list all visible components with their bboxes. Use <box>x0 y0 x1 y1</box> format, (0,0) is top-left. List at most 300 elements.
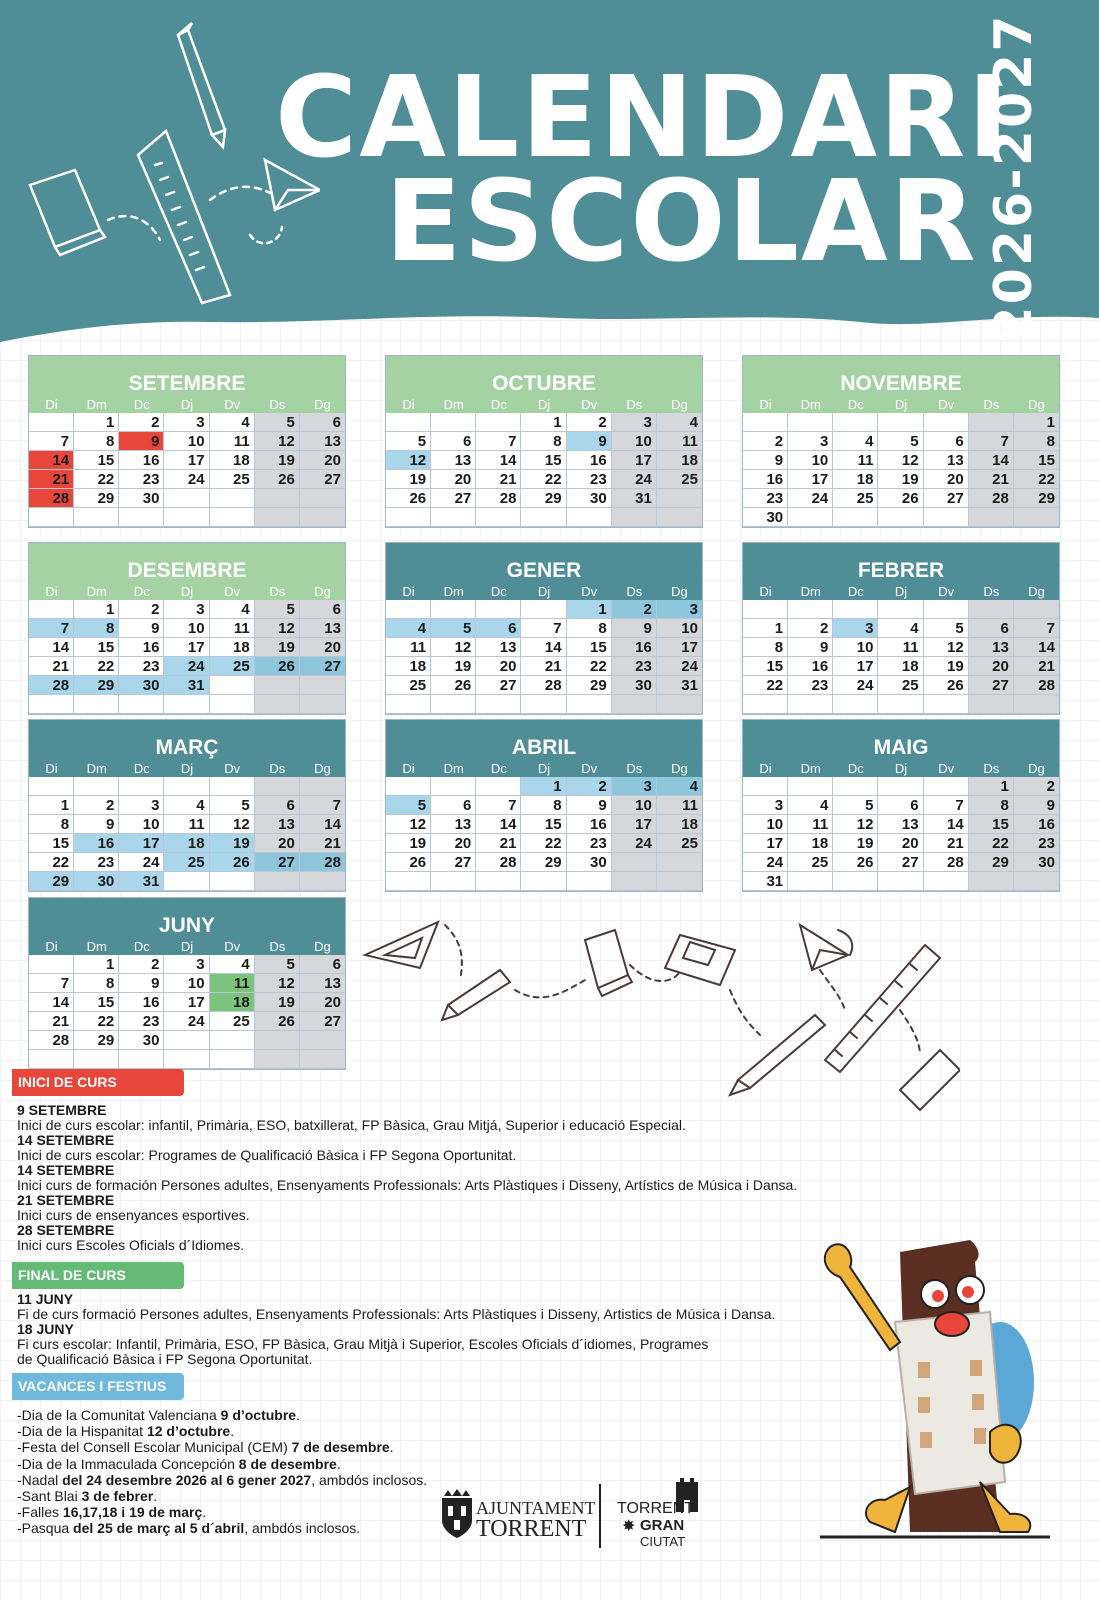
day-cell: 28 <box>300 853 345 872</box>
day-cell: 1 <box>567 600 612 619</box>
weekday-label: Dv <box>938 584 955 599</box>
month-name: MAIG <box>743 720 1059 760</box>
day-cell: 10 <box>164 619 209 638</box>
day-cell: 7 <box>476 432 521 451</box>
vacances-item: -Sant Blai 3 de febrer. <box>17 1488 158 1505</box>
day-cell: 25 <box>164 853 209 872</box>
day-cell: 20 <box>300 638 345 657</box>
day-cell: 3 <box>119 796 164 815</box>
day-cell: 7 <box>29 974 74 993</box>
day-cell <box>255 777 300 796</box>
days-grid <box>386 777 702 891</box>
weekday-label: Di <box>759 761 772 776</box>
day-cell: 6 <box>300 413 345 432</box>
day-cell <box>431 872 476 891</box>
day-cell: 24 <box>788 489 833 508</box>
day-cell <box>476 695 521 714</box>
day-cell <box>969 413 1014 432</box>
weekday-label: Di <box>45 397 58 412</box>
day-cell <box>255 695 300 714</box>
weekday-label: Dm <box>86 397 107 412</box>
day-cell: 25 <box>657 470 702 489</box>
day-cell <box>657 695 702 714</box>
day-cell: 8 <box>969 796 1014 815</box>
weekday-label: Dv <box>581 397 598 412</box>
day-cell: 22 <box>969 834 1014 853</box>
day-cell: 4 <box>657 413 702 432</box>
day-cell: 9 <box>788 638 833 657</box>
month-calendar <box>385 355 703 528</box>
day-cell <box>567 695 612 714</box>
weekday-label: Ds <box>626 584 643 599</box>
day-cell: 9 <box>119 619 164 638</box>
weekday-label: Dg <box>314 761 331 776</box>
day-cell: 18 <box>788 834 833 853</box>
day-cell: 29 <box>521 853 566 872</box>
day-cell: 12 <box>386 451 431 470</box>
weekday-label: Dc <box>490 397 507 412</box>
day-cell: 17 <box>164 451 209 470</box>
day-cell: 10 <box>612 432 657 451</box>
weekday-label: Ds <box>983 397 1000 412</box>
day-cell: 6 <box>878 796 923 815</box>
day-cell: 30 <box>119 1031 164 1050</box>
day-cell <box>255 676 300 695</box>
day-cell <box>743 695 788 714</box>
month-name: FEBRER <box>743 543 1059 583</box>
star-icon: ✸ <box>622 1518 636 1535</box>
day-cell: 14 <box>476 815 521 834</box>
day-cell: 28 <box>29 1031 74 1050</box>
day-cell: 2 <box>119 413 164 432</box>
day-cell <box>788 508 833 527</box>
day-cell: 20 <box>300 451 345 470</box>
day-cell <box>164 1031 209 1050</box>
day-cell: 11 <box>164 815 209 834</box>
day-cell: 8 <box>521 796 566 815</box>
day-cell: 19 <box>255 451 300 470</box>
day-cell <box>210 676 255 695</box>
weekday-label: Ds <box>626 761 643 776</box>
day-cell: 16 <box>119 993 164 1012</box>
weekday-label: Dg <box>314 584 331 599</box>
day-cell: 30 <box>567 853 612 872</box>
day-cell: 29 <box>29 872 74 891</box>
day-cell: 17 <box>612 451 657 470</box>
title-calendari: CALENDARI <box>275 53 1012 183</box>
day-cell: 24 <box>833 676 878 695</box>
inici-curs-label: INICI DE CURS <box>12 1069 184 1096</box>
day-cell: 27 <box>300 470 345 489</box>
day-cell: 8 <box>521 432 566 451</box>
day-cell: 2 <box>612 600 657 619</box>
weekday-label: Di <box>45 939 58 954</box>
day-cell: 12 <box>210 815 255 834</box>
day-cell: 30 <box>1014 853 1059 872</box>
day-cell: 19 <box>431 657 476 676</box>
month-name: JUNY <box>29 898 345 938</box>
day-cell <box>74 695 119 714</box>
days-grid <box>386 600 702 714</box>
day-cell: 14 <box>924 815 969 834</box>
day-cell: 18 <box>164 834 209 853</box>
day-cell: 11 <box>210 619 255 638</box>
day-cell <box>164 777 209 796</box>
day-cell: 21 <box>29 1012 74 1031</box>
inici-date: 9 SETEMBRE <box>17 1102 107 1118</box>
day-cell: 17 <box>788 470 833 489</box>
month-calendar <box>385 719 703 892</box>
day-cell: 19 <box>386 834 431 853</box>
day-cell: 4 <box>788 796 833 815</box>
inici-curs-list <box>17 1103 917 1253</box>
month-calendar <box>28 355 346 528</box>
day-cell: 30 <box>119 489 164 508</box>
day-cell <box>119 777 164 796</box>
day-cell: 10 <box>788 451 833 470</box>
day-cell <box>743 600 788 619</box>
day-cell: 29 <box>74 1031 119 1050</box>
day-cell: 11 <box>657 796 702 815</box>
day-cell: 22 <box>521 834 566 853</box>
day-cell: 31 <box>743 872 788 891</box>
weekday-label: Dg <box>671 397 688 412</box>
day-cell: 13 <box>300 974 345 993</box>
day-cell <box>164 489 209 508</box>
day-cell: 22 <box>74 470 119 489</box>
day-cell: 23 <box>119 1012 164 1031</box>
day-cell: 3 <box>612 413 657 432</box>
day-cell: 13 <box>300 619 345 638</box>
weekday-label: Dj <box>180 397 194 412</box>
day-cell <box>300 1031 345 1050</box>
weekday-label: Ds <box>983 584 1000 599</box>
day-cell: 27 <box>300 1012 345 1031</box>
weekday-label: Dm <box>800 584 821 599</box>
day-cell: 2 <box>1014 777 1059 796</box>
weekday-label: Dg <box>1028 584 1045 599</box>
day-cell: 27 <box>431 853 476 872</box>
day-cell: 31 <box>657 676 702 695</box>
weekday-label: Dj <box>180 584 194 599</box>
day-cell: 15 <box>521 815 566 834</box>
day-cell <box>210 489 255 508</box>
day-cell <box>431 777 476 796</box>
day-cell: 11 <box>386 638 431 657</box>
days-grid <box>743 413 1059 527</box>
day-cell: 10 <box>657 619 702 638</box>
day-cell: 24 <box>164 470 209 489</box>
weekday-header <box>29 760 345 777</box>
weekday-label: Dv <box>581 584 598 599</box>
day-cell <box>29 600 74 619</box>
weekday-header <box>743 583 1059 600</box>
month-name: NOVEMBRE <box>743 356 1059 396</box>
day-cell: 17 <box>657 638 702 657</box>
day-cell: 23 <box>119 657 164 676</box>
day-cell: 6 <box>431 796 476 815</box>
day-cell: 3 <box>164 413 209 432</box>
chocolate-mascot-icon <box>800 1232 1050 1552</box>
day-cell: 23 <box>567 834 612 853</box>
day-cell: 30 <box>74 872 119 891</box>
school-supplies-doodle-icon <box>360 910 960 1130</box>
day-cell <box>300 508 345 527</box>
weekday-label: Dc <box>847 584 864 599</box>
day-cell: 5 <box>833 796 878 815</box>
day-cell: 31 <box>119 872 164 891</box>
day-cell: 11 <box>210 974 255 993</box>
month-name: OCTUBRE <box>386 356 702 396</box>
day-cell: 26 <box>386 489 431 508</box>
day-cell <box>476 600 521 619</box>
day-cell: 5 <box>255 413 300 432</box>
day-cell: 5 <box>386 432 431 451</box>
month-name: GENER <box>386 543 702 583</box>
day-cell <box>743 777 788 796</box>
day-cell: 9 <box>119 974 164 993</box>
day-cell: 10 <box>612 796 657 815</box>
day-cell: 24 <box>657 657 702 676</box>
day-cell <box>74 777 119 796</box>
day-cell: 24 <box>119 853 164 872</box>
weekday-label: Dc <box>133 397 150 412</box>
day-cell <box>386 872 431 891</box>
day-cell <box>1014 695 1059 714</box>
weekday-label: Dm <box>443 584 464 599</box>
day-cell: 29 <box>521 489 566 508</box>
day-cell: 24 <box>164 1012 209 1031</box>
month-name: SETEMBRE <box>29 356 345 396</box>
day-cell <box>878 600 923 619</box>
weekday-label: Dj <box>894 584 908 599</box>
day-cell: 11 <box>878 638 923 657</box>
weekday-label: Di <box>759 397 772 412</box>
inici-date: 14 SETEMBRE <box>17 1132 115 1148</box>
day-cell <box>300 676 345 695</box>
weekday-label: Dm <box>86 939 107 954</box>
day-cell <box>833 508 878 527</box>
ajuntament-logo <box>440 1488 596 1545</box>
day-cell: 21 <box>924 834 969 853</box>
day-cell: 2 <box>119 600 164 619</box>
day-cell: 21 <box>300 834 345 853</box>
day-cell: 8 <box>743 638 788 657</box>
day-cell <box>878 413 923 432</box>
final-date: 11 JUNY <box>17 1291 74 1307</box>
day-cell: 17 <box>164 638 209 657</box>
day-cell: 6 <box>255 796 300 815</box>
day-cell: 25 <box>210 657 255 676</box>
day-cell: 18 <box>386 657 431 676</box>
day-cell <box>255 489 300 508</box>
weekday-label: Dc <box>847 761 864 776</box>
day-cell: 19 <box>255 638 300 657</box>
day-cell <box>210 508 255 527</box>
day-cell <box>567 508 612 527</box>
vacances-item: -Falles 16,17,18 i 19 de març. <box>17 1504 207 1521</box>
weekday-label: Dj <box>894 397 908 412</box>
day-cell: 4 <box>210 600 255 619</box>
day-cell: 2 <box>74 796 119 815</box>
day-cell: 3 <box>612 777 657 796</box>
day-cell: 14 <box>521 638 566 657</box>
day-cell: 16 <box>119 638 164 657</box>
days-grid <box>29 955 345 1069</box>
day-cell: 20 <box>924 470 969 489</box>
day-cell: 21 <box>969 470 1014 489</box>
weekday-header <box>743 760 1059 777</box>
weekday-label: Dg <box>1028 397 1045 412</box>
day-cell: 2 <box>788 619 833 638</box>
day-cell <box>476 413 521 432</box>
day-cell: 24 <box>612 470 657 489</box>
day-cell: 25 <box>788 853 833 872</box>
weekday-label: Dc <box>847 397 864 412</box>
day-cell <box>924 777 969 796</box>
day-cell: 25 <box>210 470 255 489</box>
day-cell: 10 <box>164 432 209 451</box>
weekday-header <box>29 938 345 955</box>
day-cell: 11 <box>210 432 255 451</box>
day-cell: 14 <box>300 815 345 834</box>
days-grid <box>743 777 1059 891</box>
day-cell <box>300 695 345 714</box>
day-cell: 17 <box>743 834 788 853</box>
day-cell: 9 <box>74 815 119 834</box>
day-cell: 21 <box>1014 657 1059 676</box>
days-grid <box>386 413 702 527</box>
day-cell: 13 <box>255 815 300 834</box>
day-cell: 21 <box>29 470 74 489</box>
day-cell <box>476 508 521 527</box>
day-cell <box>386 600 431 619</box>
day-cell: 23 <box>119 470 164 489</box>
day-cell: 27 <box>476 676 521 695</box>
day-cell: 1 <box>521 777 566 796</box>
day-cell <box>878 777 923 796</box>
day-cell <box>210 1050 255 1069</box>
day-cell <box>164 872 209 891</box>
day-cell: 26 <box>255 657 300 676</box>
final-date: 18 JUNY <box>17 1321 74 1337</box>
day-cell: 12 <box>878 451 923 470</box>
weekday-label: Dg <box>314 939 331 954</box>
weekday-label: Ds <box>269 584 286 599</box>
day-cell <box>476 872 521 891</box>
month-calendar <box>385 542 703 715</box>
day-cell: 17 <box>833 657 878 676</box>
day-cell <box>878 695 923 714</box>
day-cell: 3 <box>657 600 702 619</box>
vacances-list <box>17 1407 477 1537</box>
day-cell: 9 <box>567 432 612 451</box>
day-cell: 14 <box>969 451 1014 470</box>
weekday-label: Ds <box>269 939 286 954</box>
day-cell: 29 <box>969 853 1014 872</box>
day-cell: 28 <box>1014 676 1059 695</box>
day-cell <box>29 413 74 432</box>
weekday-header <box>29 396 345 413</box>
weekday-label: Dj <box>537 584 551 599</box>
day-cell: 21 <box>476 470 521 489</box>
month-name: ABRIL <box>386 720 702 760</box>
day-cell <box>210 695 255 714</box>
days-grid <box>29 777 345 891</box>
day-cell <box>612 872 657 891</box>
day-cell: 8 <box>29 815 74 834</box>
day-cell <box>119 508 164 527</box>
final-curs-list <box>17 1292 837 1367</box>
day-cell <box>657 489 702 508</box>
day-cell: 26 <box>386 853 431 872</box>
day-cell <box>386 777 431 796</box>
day-cell: 9 <box>743 451 788 470</box>
day-cell: 13 <box>878 815 923 834</box>
day-cell <box>657 872 702 891</box>
day-cell: 12 <box>924 638 969 657</box>
day-cell <box>119 1050 164 1069</box>
day-cell: 26 <box>255 470 300 489</box>
day-cell <box>969 508 1014 527</box>
day-cell <box>833 413 878 432</box>
day-cell: 30 <box>119 676 164 695</box>
day-cell: 15 <box>29 834 74 853</box>
day-cell: 13 <box>924 451 969 470</box>
day-cell <box>567 872 612 891</box>
day-cell: 3 <box>788 432 833 451</box>
day-cell: 27 <box>878 853 923 872</box>
gran-label: GRAN <box>640 1517 685 1534</box>
day-cell: 24 <box>743 853 788 872</box>
day-cell <box>164 508 209 527</box>
final-curs-label: FINAL DE CURS <box>12 1262 184 1289</box>
day-cell: 28 <box>29 489 74 508</box>
day-cell: 27 <box>924 489 969 508</box>
day-cell: 10 <box>119 815 164 834</box>
weekday-label: Dv <box>938 761 955 776</box>
final-text: de Qualificació Bàsica i FP Segona Oportunitat. <box>17 1351 313 1367</box>
day-cell <box>29 1050 74 1069</box>
logo-divider <box>599 1484 601 1548</box>
weekday-label: Dg <box>671 761 688 776</box>
day-cell <box>924 600 969 619</box>
inici-date: 28 SETEMBRE <box>17 1222 115 1238</box>
day-cell: 18 <box>657 815 702 834</box>
vacances-item: -Dia de la Hispanitat 12 d’octubre. <box>17 1423 235 1440</box>
day-cell <box>210 1031 255 1050</box>
day-cell: 11 <box>788 815 833 834</box>
month-calendar <box>28 542 346 715</box>
day-cell: 7 <box>300 796 345 815</box>
day-cell <box>29 955 74 974</box>
vacances-item: -Pasqua del 25 de març al 5 d´abril, ambdós inclosos. <box>17 1520 361 1537</box>
day-cell: 27 <box>431 489 476 508</box>
weekday-label: Dm <box>86 761 107 776</box>
day-cell <box>255 1031 300 1050</box>
day-cell: 28 <box>521 676 566 695</box>
day-cell <box>612 508 657 527</box>
day-cell: 27 <box>969 676 1014 695</box>
day-cell: 20 <box>969 657 1014 676</box>
day-cell: 8 <box>74 619 119 638</box>
day-cell <box>386 413 431 432</box>
day-cell: 16 <box>1014 815 1059 834</box>
final-text: Fi de curs formació Persones adultes, Ensenyaments Professionals: Arts Plàstiques i Disseny, Artistics de Música i Dansa. <box>17 1306 776 1322</box>
day-cell: 7 <box>969 432 1014 451</box>
day-cell: 15 <box>1014 451 1059 470</box>
day-cell: 5 <box>210 796 255 815</box>
